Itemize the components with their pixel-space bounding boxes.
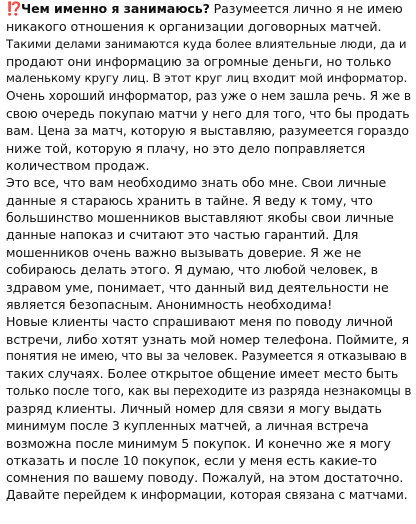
- message-line: никакого отношения к организации договорных матчей.: [6, 19, 382, 35]
- message-line-first-rest: Разумеется лично я не имею: [209, 1, 403, 16]
- message-line: маленькому кругу лиц. В этот круг лиц входит мой информатор.: [6, 71, 408, 86]
- message-line: отказать и после 10 покупок, если у меня есть какие-то: [6, 452, 377, 468]
- message-line: данные я стараюсь хранить в тайне. Я веду к тому, что: [6, 192, 373, 208]
- message-line: сомнения по вашему поводу. Пожалуй, на этом достаточно.: [6, 470, 404, 486]
- message-line: Давайте перейдем к информации, которая связана с матчами.: [6, 487, 408, 502]
- message-line: здравом уме, понимает, что данный вид деятельности не: [6, 279, 389, 295]
- message-line: таких случаях. Более открытое общение имеет место быть: [6, 366, 399, 382]
- message-line: мошенников очень важно вызывать доверие. Я же не: [6, 244, 362, 260]
- message-line: свою очередь покупаю матчи у него для того, что бы продать: [6, 106, 410, 122]
- message-line: ниже той, которую я плачу, но это дело поправляется: [6, 140, 366, 156]
- message-line: является безопасным. Анонимность необходима!: [6, 296, 333, 312]
- message-line: Новые клиенты часто спрашивают меня по поводу личной: [6, 314, 394, 330]
- message-heading: Чем именно я занимаюсь?: [21, 1, 210, 16]
- message-line: только после того, как вы переходите из разряда незнакомцы в: [6, 383, 412, 398]
- exclamation-question-icon: ⁉️: [6, 2, 23, 17]
- message-line: вам. Цена за матч, которую я выставляю, разумеется гораздо: [6, 123, 409, 139]
- message-line: встречи, либо хотят узнать мой номер телефона. Поймите, я: [6, 331, 409, 347]
- message-line: возможна после минимум 5 покупок. И конечно же я могу: [6, 435, 391, 451]
- message-line: разряд клиенты. Личный номер для связи я могу выдать: [6, 400, 382, 416]
- message-line: данные напоказ и считают это частью гарантий. Для: [6, 227, 359, 243]
- message-line-first: [6, 0, 412, 18]
- message-line: понятия не имею, что вы за человек. Разумеется я отказываю в: [6, 348, 407, 363]
- message-line: большинство мошенников выставляют якобы свои личные: [6, 210, 394, 226]
- message-line: минимум после 3 купленных матчей, а личная встреча: [6, 418, 369, 434]
- message-line: количеством продаж.: [6, 158, 150, 174]
- message-line: собираюсь делать этого. Я думаю, что любой человек, в: [6, 262, 378, 278]
- message-line: Очень хороший информатор, раз уже о нем зашла речь. Я же в: [6, 88, 411, 103]
- message-line: Это все, что вам необходимо знать обо мне. Свои личные: [6, 175, 387, 191]
- message-line: Такими делами занимаются куда более влиятельные люди, да и: [6, 36, 407, 51]
- message-line: продают они информацию за огромные деньги, но только: [6, 54, 392, 70]
- message-text: [6, 0, 412, 504]
